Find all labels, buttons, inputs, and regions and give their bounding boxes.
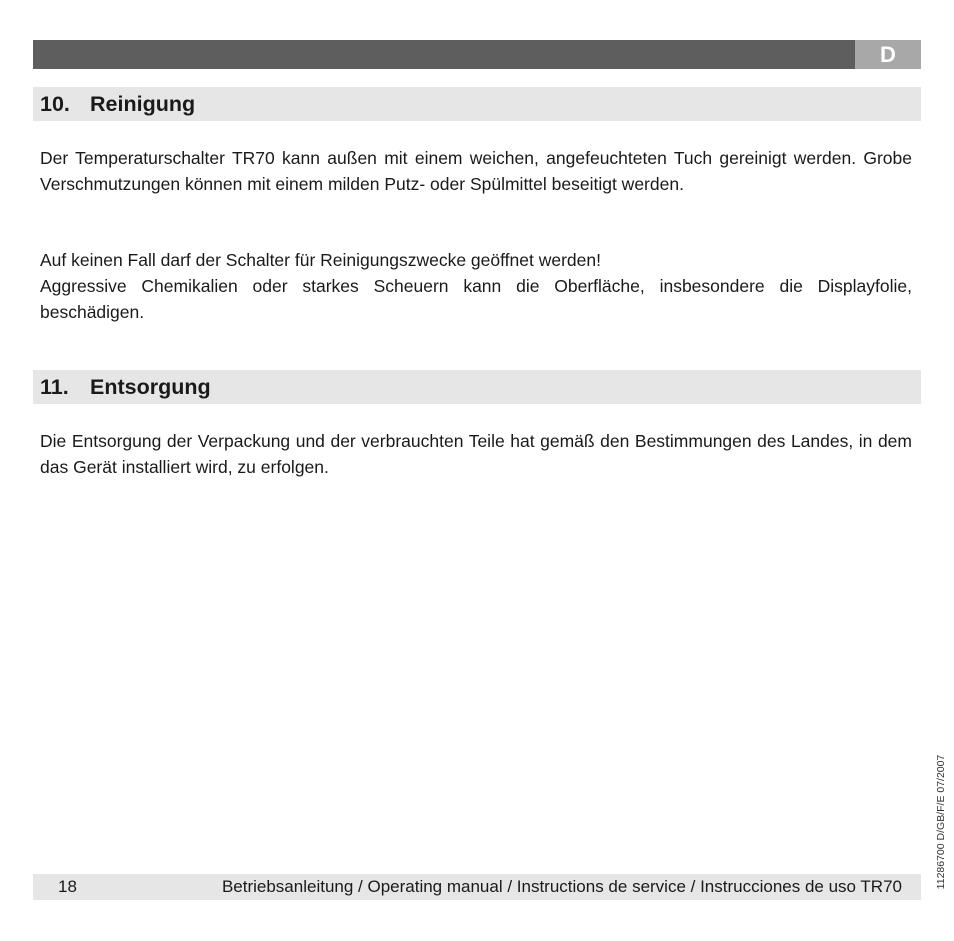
language-tab: D (855, 40, 921, 69)
page-number: 18 (58, 877, 77, 896)
paragraph-line: Aggressive Chemikalien oder starkes Scheuern kann die Oberfläche, insbesondere die Displayfolie, beschädigen. (40, 276, 912, 322)
paragraph-line: Die Entsorgung der Verpackung und der verbrauchten Teile hat gemäß den Bestimmungen des Landes, in dem das Gerät installiert wird, zu erfolgen. (40, 431, 912, 477)
section-number: 11. (40, 375, 69, 399)
footer-title: Betriebsanleitung / Operating manual / Instructions de service / Instrucciones de uso TR70 (221, 877, 902, 896)
paragraph (40, 145, 912, 197)
paragraph-line: Der Temperaturschalter TR70 kann außen mit einem weichen, angefeuchteten Tuch gereinigt werden. Grobe Verschmutzungen können mit einem milden Putz- oder Spülmittel beseitigt werden. (40, 148, 912, 194)
section-heading-reinigung (33, 87, 921, 121)
footer-bar (33, 874, 921, 900)
section-title: Entsorgung (90, 375, 211, 399)
paragraph-line: Auf keinen Fall darf der Schalter für Reinigungszwecke geöffnet werden! (40, 250, 601, 270)
document-code: 11286700 D/GB/F/E 07/2007 (935, 754, 947, 890)
section-number: 10. (40, 92, 70, 116)
paragraph (40, 247, 912, 325)
paragraph (40, 428, 912, 480)
header-bar (33, 40, 921, 69)
section-heading-entsorgung (33, 370, 921, 404)
section-title: Reinigung (90, 92, 196, 116)
